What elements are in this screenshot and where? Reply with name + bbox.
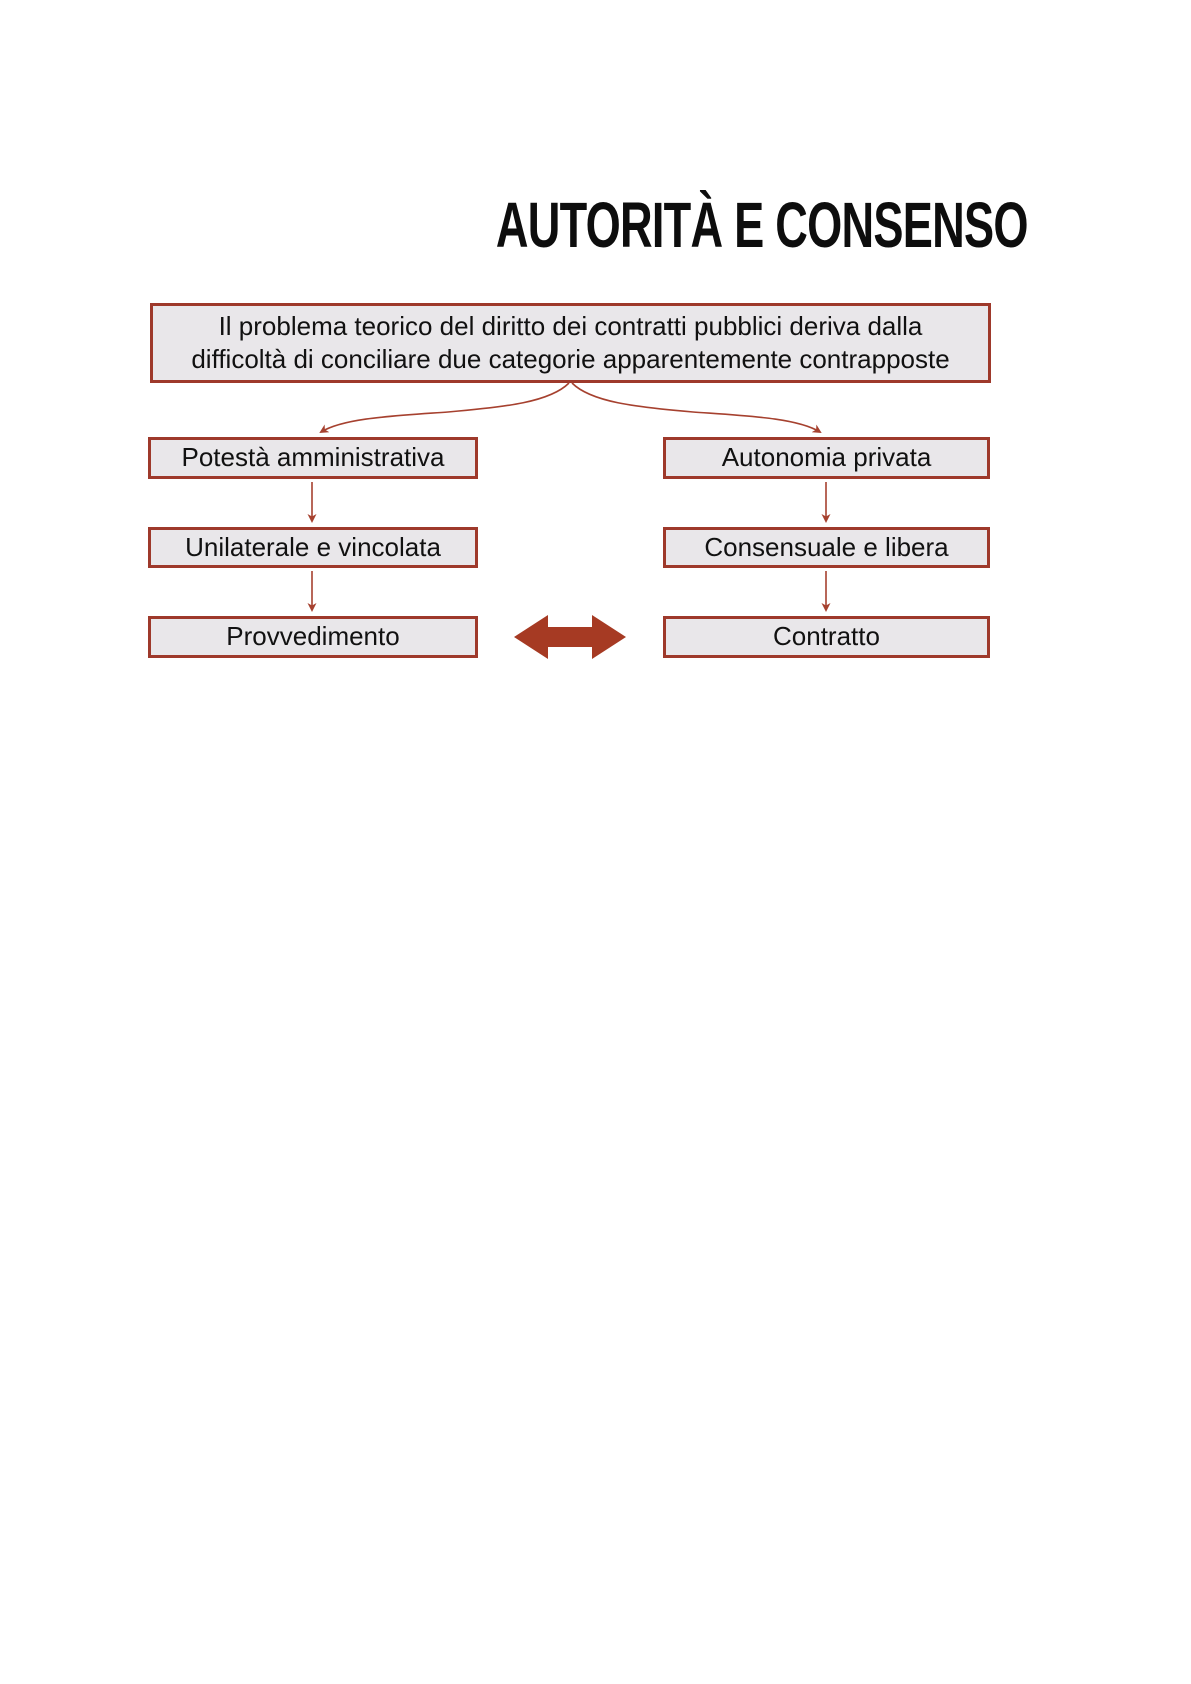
premise-text-line1: Il problema teorico del diritto dei contratti pubblici deriva dalla: [218, 310, 923, 341]
box-label: Unilaterale e vincolata: [185, 531, 441, 562]
double-arrow-icon: [514, 615, 626, 659]
box-contratto: [663, 616, 990, 658]
page-title: AUTORITÀ E CONSENSO: [496, 189, 1028, 261]
box-autonomia-privata: [663, 437, 990, 479]
branch-arrow-left-icon: [321, 383, 569, 432]
premise-text-line2: difficoltà di conciliare due categorie apparentemente contrapposte: [191, 344, 950, 374]
premise-box: [150, 303, 991, 383]
box-label: Contratto: [773, 621, 880, 652]
box-provvedimento: [148, 616, 478, 658]
box-potesta-amministrativa: [148, 437, 478, 479]
branch-arrow-right-icon: [572, 383, 820, 432]
box-label: Consensuale e libera: [704, 531, 949, 562]
box-consensuale-libera: [663, 527, 990, 568]
box-label: Autonomia privata: [721, 442, 932, 473]
box-label: Provvedimento: [226, 621, 400, 652]
box-label: Potestà amministrativa: [181, 442, 445, 473]
box-unilaterale-vincolata: [148, 527, 478, 568]
